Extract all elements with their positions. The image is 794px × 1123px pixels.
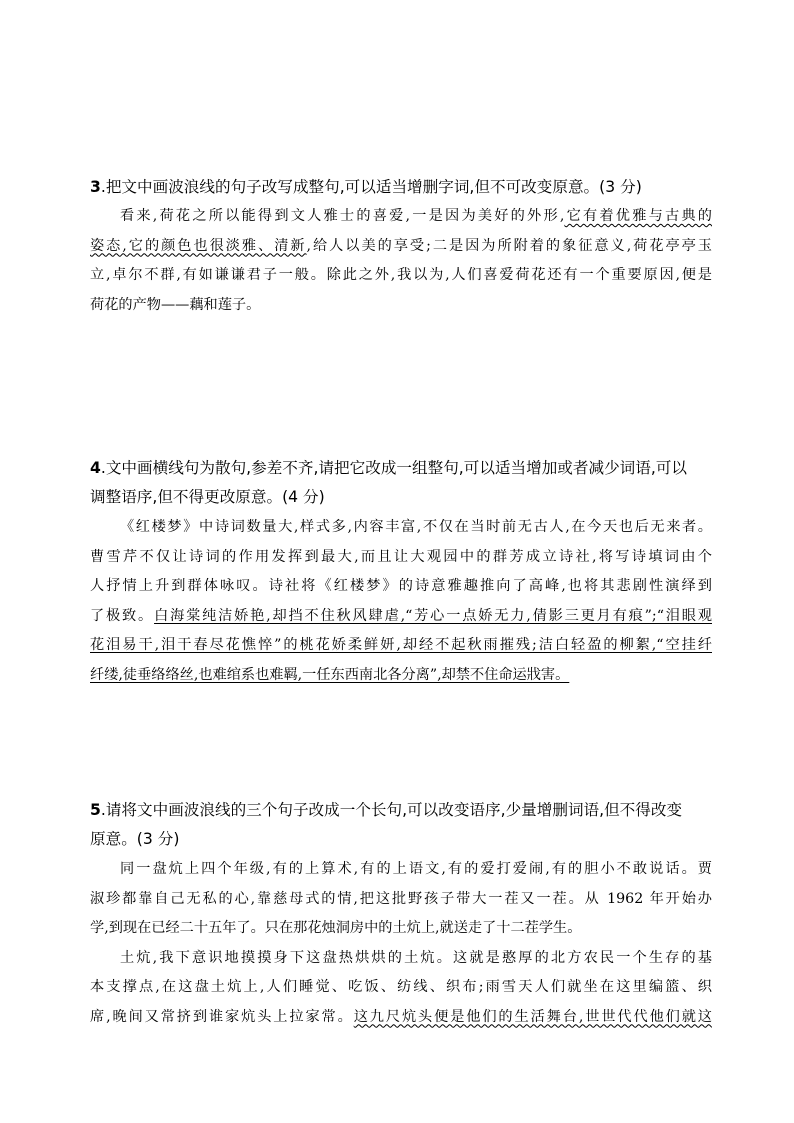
wavy-underlined-text: 姿态,它的颜色也很淡雅、清新	[90, 237, 307, 254]
question-3-text: .把文中画波浪线的句子改写成整句,可以适当增删字词,但不可改变原意。(3 分)	[100, 178, 642, 196]
passage-line	[90, 1003, 712, 1033]
passage-line	[90, 543, 712, 573]
passage-text: 席,晚间又常挤到谁家炕头上拉家常。	[90, 1008, 354, 1025]
underlined-text: 纤缕,徒垂络络丝,也难绾系也难羁,一任东西南北各分离”,却禁不住命运戕害。	[90, 666, 570, 683]
passage-line	[90, 855, 712, 885]
passage-line	[90, 572, 712, 602]
passage-text: 学,到现在已经二十五年了。只在那花烛洞房中的土炕上,就送走了十二茬学生。	[90, 920, 582, 936]
passage-text: 人抒情上升到群体咏叹。诗社将《红楼梦》的诗意雅趣推向了高峰,也将其悲剧性演绎到	[90, 578, 712, 594]
passage-text: 立,卓尔不群,有如谦谦君子一般。除此之外,我以为,人们喜爱荷花还有一个重要原因,便是	[90, 267, 712, 283]
passage-text: 本支撑点,在这盘土炕上,人们睡觉、吃饭、纺线、织布;雨雪天人们就坐在这里编篮、织	[90, 979, 712, 995]
passage-line	[90, 513, 712, 543]
passage-text: 了极致。	[90, 607, 155, 624]
question-4-text: .文中画横线句为散句,参差不齐,请把它改成一组整句,可以适当增加或者减少词语,可以	[100, 459, 688, 477]
question-5-text: .请将文中画波浪线的三个句子改成一个长句,可以改变语序,少量增删词语,但不得改变	[100, 801, 683, 819]
passage-line	[90, 202, 712, 232]
passage-text: 曹雪芹不仅让诗词的作用发挥到最大,而且让大观园中的群芳成立诗社,将写诗填词由个	[90, 548, 712, 565]
question-3-number: 3	[90, 178, 101, 196]
passage-text: 同一盘炕上四个年级,有的上算术,有的上语文,有的爱打爱闹,有的胆小不敢说话。贾	[120, 861, 712, 877]
passage-line	[90, 661, 712, 691]
question-4-title-cont	[90, 484, 712, 510]
passage-line	[90, 631, 712, 661]
question-4-title	[90, 455, 712, 481]
question-5-title	[90, 797, 712, 823]
question-5-title-cont	[90, 826, 712, 852]
passage-text: 看来,荷花之所以能得到文人雅士的喜爱,一是因为美好的外形,	[120, 208, 565, 224]
passage-text: ,给人以美的享受;二是因为所附着的象征意义,荷花亭亭玉	[306, 237, 712, 254]
underlined-text: 白海棠纯洁娇艳,却挡不住秋风肆虐,“芳心一点娇无力,倩影三更月有痕”;“泪眼观	[154, 607, 712, 624]
passage-line	[90, 602, 712, 632]
question-3-title	[90, 174, 712, 200]
question-5-number: 5	[90, 801, 101, 819]
passage-text: 荷花的产物——藕和莲子。	[90, 296, 261, 313]
wavy-underlined-text: 它有着优雅与古典的	[564, 208, 712, 224]
question-4-passage	[90, 513, 712, 690]
passage-line	[90, 944, 712, 974]
passage-text: 土炕,我下意识地摸摸身下这盘热烘烘的土炕。这就是憨厚的北方农民一个生存的基	[120, 949, 712, 966]
passage-line	[90, 973, 712, 1003]
wavy-underlined-text: 这九尺炕头便是他们的生活舞台,世世代代他们就这	[353, 1008, 712, 1025]
passage-line	[90, 291, 712, 321]
passage-line	[90, 885, 712, 915]
question-4-text-cont: 调整语序,但不得更改原意。(4 分)	[90, 488, 325, 506]
passage-text: 《红楼梦》中诗词数量大,样式多,内容丰富,不仅在当时前无古人,在今天也后无来者。	[120, 519, 712, 535]
question-4-number: 4	[90, 459, 101, 477]
question-5-text-cont: 原意。(3 分)	[90, 830, 180, 848]
underlined-text: 花泪易干,泪干春尽花憔悴”的桃花娇柔鲜妍,却经不起秋雨摧残;洁白轻盈的柳絮,“空挂纤	[90, 637, 712, 653]
passage-text: 淑珍都靠自己无私的心,靠慈母式的情,把这批野孩子带大一茬又一茬。从 1962 年开始办	[90, 890, 712, 907]
question-5-passage	[90, 855, 712, 1032]
passage-line	[90, 914, 712, 944]
passage-line	[90, 232, 712, 262]
question-3-passage	[90, 202, 712, 320]
passage-line	[90, 261, 712, 291]
